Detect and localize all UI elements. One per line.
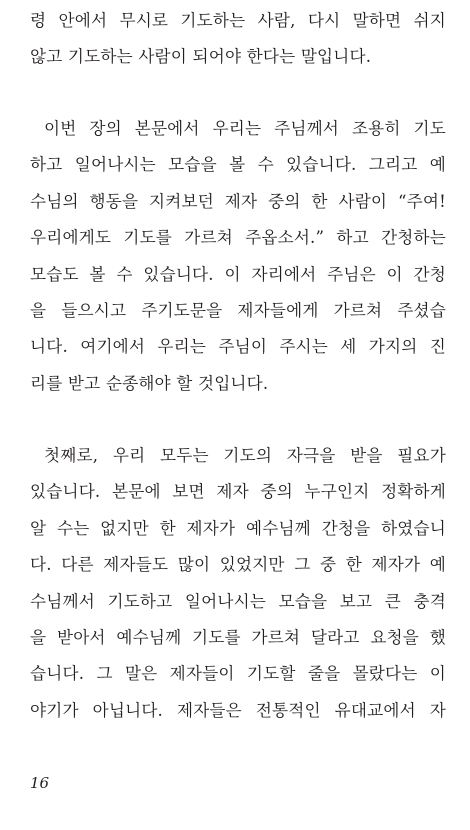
text-line: 하고 일어나시는 모습을 볼 수 있습니다. 그리고 예 — [30, 155, 446, 175]
text-line: 야기가 아닙니다. 제자들은 전통적인 유대교에서 자 — [30, 700, 446, 720]
text-line: 수님의 행동을 지켜보던 제자 중의 한 사람이 “주여! — [30, 191, 446, 211]
text-line: 을 받아서 예수님께 기도를 가르쳐 달라고 요청을 했 — [30, 627, 446, 647]
text-line: 령 안에서 무시로 기도하는 사람, 다시 말하면 쉬지 — [30, 11, 446, 30]
text-line: 이번 장의 본문에서 우리는 주님께서 조용히 기도 — [44, 119, 446, 138]
text-line: 알 수는 없지만 한 제자가 예수님께 간청을 하였습니 — [30, 518, 446, 538]
text-line: 모습도 볼 수 있습니다. 이 자리에서 주님은 이 간청 — [30, 264, 446, 284]
text-line: 않고 기도하는 사람이 되어야 한다는 말입니다. — [30, 47, 372, 67]
text-line: 을 들으시고 주기도문을 제자들에게 가르쳐 주셨습 — [30, 300, 446, 320]
paragraph-intro — [30, 111, 446, 402]
text-line: 있습니다. 본문에 보면 제자 중의 누구인지 정확하게 — [30, 482, 446, 502]
text-line: 수님께서 기도하고 일어나시는 모습을 보고 큰 충격 — [30, 591, 446, 611]
page-number: 16 — [30, 774, 50, 792]
paragraph-continued — [30, 3, 446, 76]
text-line: 리를 받고 순종해야 할 것입니다. — [30, 373, 269, 393]
paragraph-first-point — [30, 438, 446, 729]
text-line: 습니다. 그 말은 제자들이 기도할 줄을 몰랐다는 이 — [30, 664, 446, 684]
text-line: 니다. 여기에서 우리는 주님이 주시는 세 가지의 진 — [30, 337, 446, 357]
text-line: 다. 다른 제자들도 많이 있었지만 그 중 한 제자가 예 — [30, 555, 446, 575]
text-line: 우리에게도 기도를 가르쳐 주옵소서.” 하고 간청하는 — [30, 228, 446, 248]
text-line: 첫째로, 우리 모두는 기도의 자극을 받을 필요가 — [44, 446, 446, 465]
